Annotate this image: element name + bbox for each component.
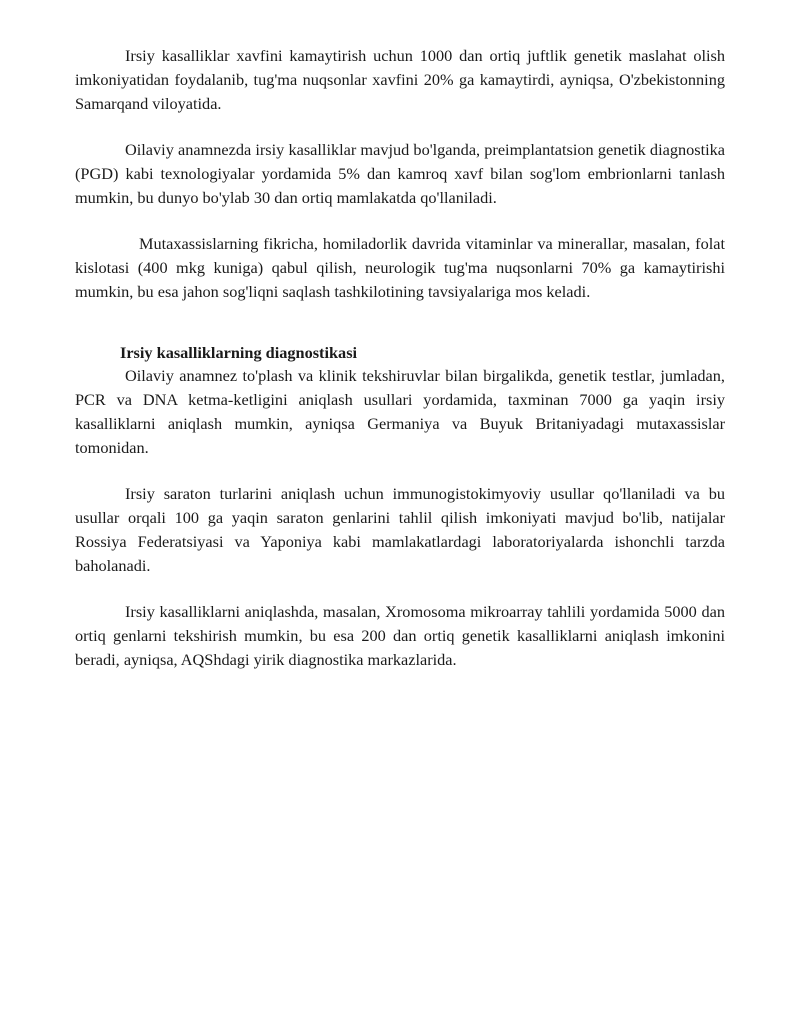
paragraph-microarray: Irsiy kasalliklarni aniqlashda, masalan, Xromosoma mikroarray tahlili yordamida 5000 dan ortiq genlarni tekshirish mumkin, bu esa 200 dan ortiq genetik kasalliklarni aniqlash imkonini beradi, ayniqsa, AQShdagi yirik diagnostika markazlarida.: [75, 602, 725, 669]
paragraph-vitamins: Mutaxassislarning fikricha, homiladorlik davrida vitaminlar va minerallar, masalan, folat kislotasi (400 mkg kuniga) qabul qilish, neurologik tug'ma nuqsonlarni 70% ga kamaytirishi mumkin, bu esa jahon sog'liqni saqlash tashkilotining tavsiyalariga mos keladi.: [75, 234, 725, 301]
paragraph-pgd: Oilaviy anamnezda irsiy kasalliklar mavjud bo'lganda, preimplantatsion genetik diagnostika (PGD) kabi texnologiyalar yordamida 5% dan kamroq xavf bilan sog'lom embrionlarni tanlash mumkin, bu dunyo bo'ylab 30 dan ortiq mamlakatda qo'llaniladi.: [75, 140, 725, 207]
paragraph-genetic-counseling: Irsiy kasalliklar xavfini kamaytirish uchun 1000 dan ortiq juftlik genetik maslahat olish imkoniyatidan foydalanib, tug'ma nuqsonlar xavfini 20% ga kamaytirdi, ayniqsa, O'zbekistonning Samarqand viloyatida.: [75, 46, 725, 113]
section-heading: Irsiy kasalliklarning diagnostikasi: [120, 343, 358, 362]
paragraph-genetic-tests: Oilaviy anamnez to'plash va klinik tekshiruvlar bilan birgalikda, genetik testlar, jumladan, PCR va DNA ketma-ketligini aniqlash usullari yordamida, taxminan 7000 ga yaqin irsiy kasalliklarni aniqlash mumkin, ayniqsa Germaniya va Buyuk Britaniyadagi mutaxassislar tomonidan.: [75, 366, 725, 457]
document-page: [75, 44, 725, 694]
paragraph-cancer-diagnostics: Irsiy saraton turlarini aniqlash uchun immunogistokimyoviy usullar qo'llaniladi va bu usullar orqali 100 ga yaqin saraton genlarini tahlil qilish imkoniyati mavjud bo'lib, natijalar Rossiya Federatsiyasi va Yaponiya kabi mamlakatlardagi laboratoriyalarda ishonchli tarzda baholanadi.: [75, 484, 725, 575]
heading-spacer: [75, 326, 725, 342]
